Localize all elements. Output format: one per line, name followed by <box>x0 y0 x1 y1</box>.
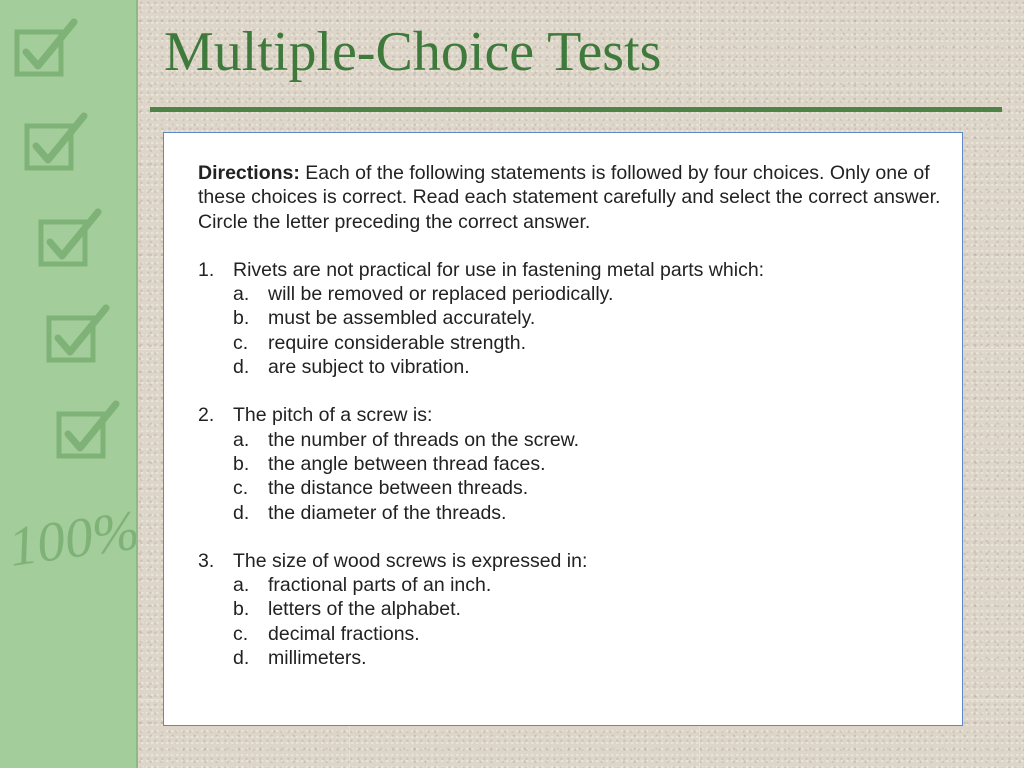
option-letter: c. <box>233 331 249 354</box>
page-title: Multiple-Choice Tests <box>164 21 662 83</box>
option-letter: c. <box>233 622 249 645</box>
test-content <box>198 161 948 670</box>
option-letter: a. <box>233 428 250 451</box>
answer-option <box>198 452 948 476</box>
option-letter: d. <box>233 647 250 670</box>
question <box>198 403 948 524</box>
question-number: 3. <box>198 549 215 572</box>
hundred-percent-text: 100% <box>6 499 136 574</box>
option-letter: b. <box>233 452 250 475</box>
question-number: 1. <box>198 258 215 281</box>
checkbox-checked-icon <box>56 400 122 460</box>
option-text: the diameter of the threads. <box>268 501 507 524</box>
answer-option <box>198 622 948 646</box>
answer-option <box>198 646 948 670</box>
answer-option <box>198 306 948 330</box>
option-text: the angle between thread faces. <box>268 452 546 475</box>
checkbox-checked-icon <box>38 208 104 268</box>
hundred-percent-badge <box>6 494 136 574</box>
title-divider <box>150 107 1002 112</box>
directions-label: Directions: <box>198 162 300 184</box>
directions-paragraph <box>198 161 948 234</box>
option-letter: c. <box>233 477 249 500</box>
option-letter: d. <box>233 356 250 379</box>
question-text: The pitch of a screw is: <box>233 404 433 427</box>
option-text: millimeters. <box>268 647 367 670</box>
option-text: must be assembled accurately. <box>268 307 536 330</box>
option-text: fractional parts of an inch. <box>268 574 492 597</box>
question <box>198 258 948 379</box>
option-text: require considerable strength. <box>268 331 526 354</box>
option-letter: a. <box>233 574 250 597</box>
question <box>198 549 948 670</box>
decorative-sidebar <box>0 0 138 768</box>
answer-option <box>198 501 948 525</box>
answer-option <box>198 428 948 452</box>
test-panel <box>163 132 963 726</box>
option-letter: a. <box>233 283 250 306</box>
answer-option <box>198 282 948 306</box>
answer-option <box>198 597 948 621</box>
answer-option <box>198 573 948 597</box>
option-letter: b. <box>233 598 250 621</box>
answer-option <box>198 476 948 500</box>
option-text: will be removed or replaced periodically. <box>268 283 614 306</box>
question-text: The size of wood screws is expressed in: <box>233 549 588 572</box>
option-text: the distance between threads. <box>268 477 529 500</box>
option-letter: d. <box>233 501 250 524</box>
answer-option <box>198 355 948 379</box>
question-text: Rivets are not practical for use in fastening metal parts which: <box>233 258 765 281</box>
option-text: letters of the alphabet. <box>268 598 461 621</box>
option-text: the number of threads on the screw. <box>268 428 580 451</box>
checkbox-checked-icon <box>14 18 80 78</box>
question-number: 2. <box>198 404 215 427</box>
directions-text: Each of the following statements is followed by four choices. Only one of these choices is correct. Read each statement carefully and select the correct answer. Circle the letter preceding the correct answer. <box>198 162 941 233</box>
answer-option <box>198 331 948 355</box>
checkbox-checked-icon <box>24 112 90 172</box>
option-text: are subject to vibration. <box>268 356 470 379</box>
checkbox-checked-icon <box>46 304 112 364</box>
option-text: decimal fractions. <box>268 622 420 645</box>
option-letter: b. <box>233 307 250 330</box>
